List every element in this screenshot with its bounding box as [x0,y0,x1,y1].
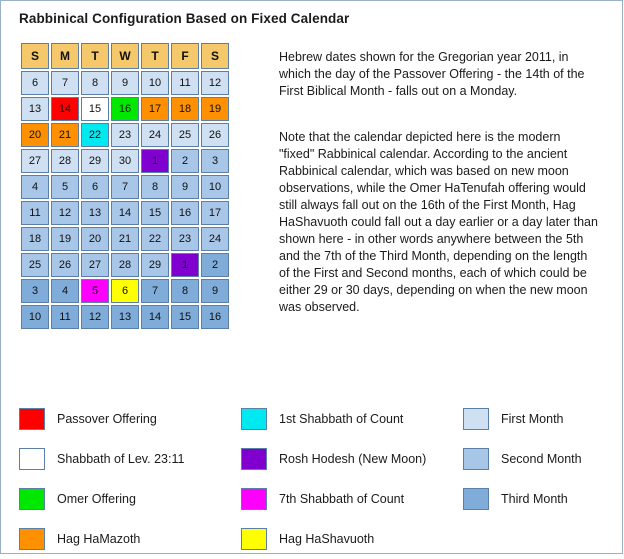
calendar-day-cell: 6 [111,279,139,303]
legend-label: Hag HaMazoth [57,532,141,546]
legend-column-2 [241,399,426,559]
calendar-day-cell: 28 [111,253,139,277]
legend-item [19,519,184,559]
calendar-day-cell: 8 [81,71,109,95]
legend-swatch [19,488,45,510]
calendar-day-cell: 22 [141,227,169,251]
calendar-day-cell: 13 [81,201,109,225]
calendar-day-cell: 2 [171,149,199,173]
calendar-day-cell: 10 [141,71,169,95]
legend-item [241,439,426,479]
weekday-header: M [51,43,79,69]
legend-swatch [19,528,45,550]
calendar-day-cell: 12 [201,71,229,95]
legend-swatch [463,408,489,430]
calendar-day-cell: 3 [21,279,49,303]
page-title: Rabbinical Configuration Based on Fixed Calendar [19,11,350,26]
calendar-day-cell: 8 [171,279,199,303]
calendar-day-cell: 8 [141,175,169,199]
weekday-header: F [171,43,199,69]
calendar-day-cell: 7 [51,71,79,95]
calendar-day-cell: 25 [171,123,199,147]
calendar-day-cell: 21 [51,123,79,147]
legend-swatch [463,448,489,470]
legend-label: Shabbath of Lev. 23:11 [57,452,185,466]
calendar-day-cell: 26 [201,123,229,147]
legend-swatch [241,488,267,510]
calendar-day-cell: 5 [51,175,79,199]
calendar-day-cell: 13 [111,305,139,329]
calendar-grid [19,41,231,331]
legend-item [19,399,184,439]
legend-item [463,399,582,439]
calendar-day-cell: 9 [171,175,199,199]
calendar-day-cell: 15 [171,305,199,329]
legend-item [463,439,582,479]
calendar-day-cell: 16 [201,305,229,329]
calendar-day-cell: 14 [51,97,79,121]
legend-label: 1st Shabbath of Count [279,412,404,426]
calendar-day-cell: 19 [51,227,79,251]
calendar-day-cell: 5 [81,279,109,303]
calendar-day-cell: 23 [111,123,139,147]
calendar-day-cell: 12 [81,305,109,329]
calendar-day-cell: 29 [141,253,169,277]
weekday-header: S [21,43,49,69]
calendar-day-cell: 4 [51,279,79,303]
calendar-day-cell: 17 [141,97,169,121]
legend-label: Omer Offering [57,492,136,506]
calendar-week-row [21,71,229,95]
calendar-day-cell: 21 [111,227,139,251]
calendar-day-cell: 6 [21,71,49,95]
calendar-week-row [21,201,229,225]
legend-item [19,439,184,479]
calendar-body [21,71,229,329]
calendar-week-row [21,123,229,147]
calendar-week-row [21,97,229,121]
legend-label: 7th Shabbath of Count [279,492,405,506]
calendar-day-cell: 2 [201,253,229,277]
calendar-day-cell: 12 [51,201,79,225]
legend-swatch [19,408,45,430]
calendar-day-cell: 16 [111,97,139,121]
calendar-day-cell: 6 [81,175,109,199]
calendar-week-row [21,149,229,173]
calendar-week-row [21,175,229,199]
calendar-header-row [21,43,229,69]
legend-column-1 [19,399,184,559]
weekday-header: S [201,43,229,69]
calendar-day-cell: 10 [201,175,229,199]
calendar-day-cell: 10 [21,305,49,329]
calendar-day-cell: 16 [171,201,199,225]
calendar-day-cell: 14 [141,305,169,329]
calendar-day-cell: 27 [21,149,49,173]
calendar-day-cell: 1 [171,253,199,277]
legend-label: Hag HaShavuoth [279,532,375,546]
calendar-day-cell: 7 [111,175,139,199]
calendar-day-cell: 4 [21,175,49,199]
calendar-day-cell: 14 [111,201,139,225]
calendar-day-cell: 9 [201,279,229,303]
calendar-day-cell: 18 [171,97,199,121]
legend-swatch [19,448,45,470]
calendar-day-cell: 23 [171,227,199,251]
legend-item [19,479,184,519]
calendar-day-cell: 20 [81,227,109,251]
calendar-day-cell: 18 [21,227,49,251]
legend-label: Third Month [501,492,568,506]
calendar-day-cell: 26 [51,253,79,277]
legend-swatch [241,408,267,430]
calendar-day-cell: 7 [141,279,169,303]
legend-item [463,479,582,519]
legend-swatch [241,448,267,470]
legend-label: Second Month [501,452,582,466]
calendar-day-cell: 29 [81,149,109,173]
weekday-header: T [141,43,169,69]
legend-swatch [241,528,267,550]
calendar-week-row [21,305,229,329]
calendar-day-cell: 15 [81,97,109,121]
calendar-day-cell: 24 [141,123,169,147]
weekday-header: T [81,43,109,69]
calendar-day-cell: 1 [141,149,169,173]
calendar-day-cell: 11 [171,71,199,95]
legend-column-3 [463,399,582,519]
description-paragraph-1: Hebrew dates shown for the Gregorian year 2011, in which the day of the Passover Offering - the 14th of the First Biblical Month - falls out on a Monday. [279,50,585,98]
calendar-day-cell: 17 [201,201,229,225]
legend-label: First Month [501,412,564,426]
calendar-day-cell: 11 [21,201,49,225]
calendar-week-row [21,227,229,251]
calendar-day-cell: 3 [201,149,229,173]
legend-item [241,519,426,559]
calendar-day-cell: 15 [141,201,169,225]
weekday-header: W [111,43,139,69]
calendar-day-cell: 25 [21,253,49,277]
calendar-week-row [21,279,229,303]
calendar-day-cell: 19 [201,97,229,121]
calendar-day-cell: 9 [111,71,139,95]
calendar-day-cell: 20 [21,123,49,147]
calendar-day-cell: 22 [81,123,109,147]
legend-swatch [463,488,489,510]
legend-label: Rosh Hodesh (New Moon) [279,452,427,466]
calendar-day-cell: 11 [51,305,79,329]
calendar-day-cell: 28 [51,149,79,173]
calendar-day-cell: 24 [201,227,229,251]
legend-label: Passover Offering [57,412,157,426]
calendar-day-cell: 27 [81,253,109,277]
legend-item [241,479,426,519]
calendar-day-cell: 13 [21,97,49,121]
description-paragraph-2: Note that the calendar depicted here is the modern "fixed" Rabbinical calendar. According to the ancient Rabbinical calendar, which was based on new moon observations, while the Omer HaTenufah offering would still always fall out on the 16th of the First Month, Hag HaShavuoth could fall out a day earlier or a day later than shown here - in other words anywhere between the 5th and the 7th of the Third Month, depending on the length of the First and Second months, each of which could be either 29 or 30 days, depending on when the new moon was observed. [279,130,598,314]
calendar-day-cell: 30 [111,149,139,173]
calendar-week-row [21,253,229,277]
legend-item [241,399,426,439]
